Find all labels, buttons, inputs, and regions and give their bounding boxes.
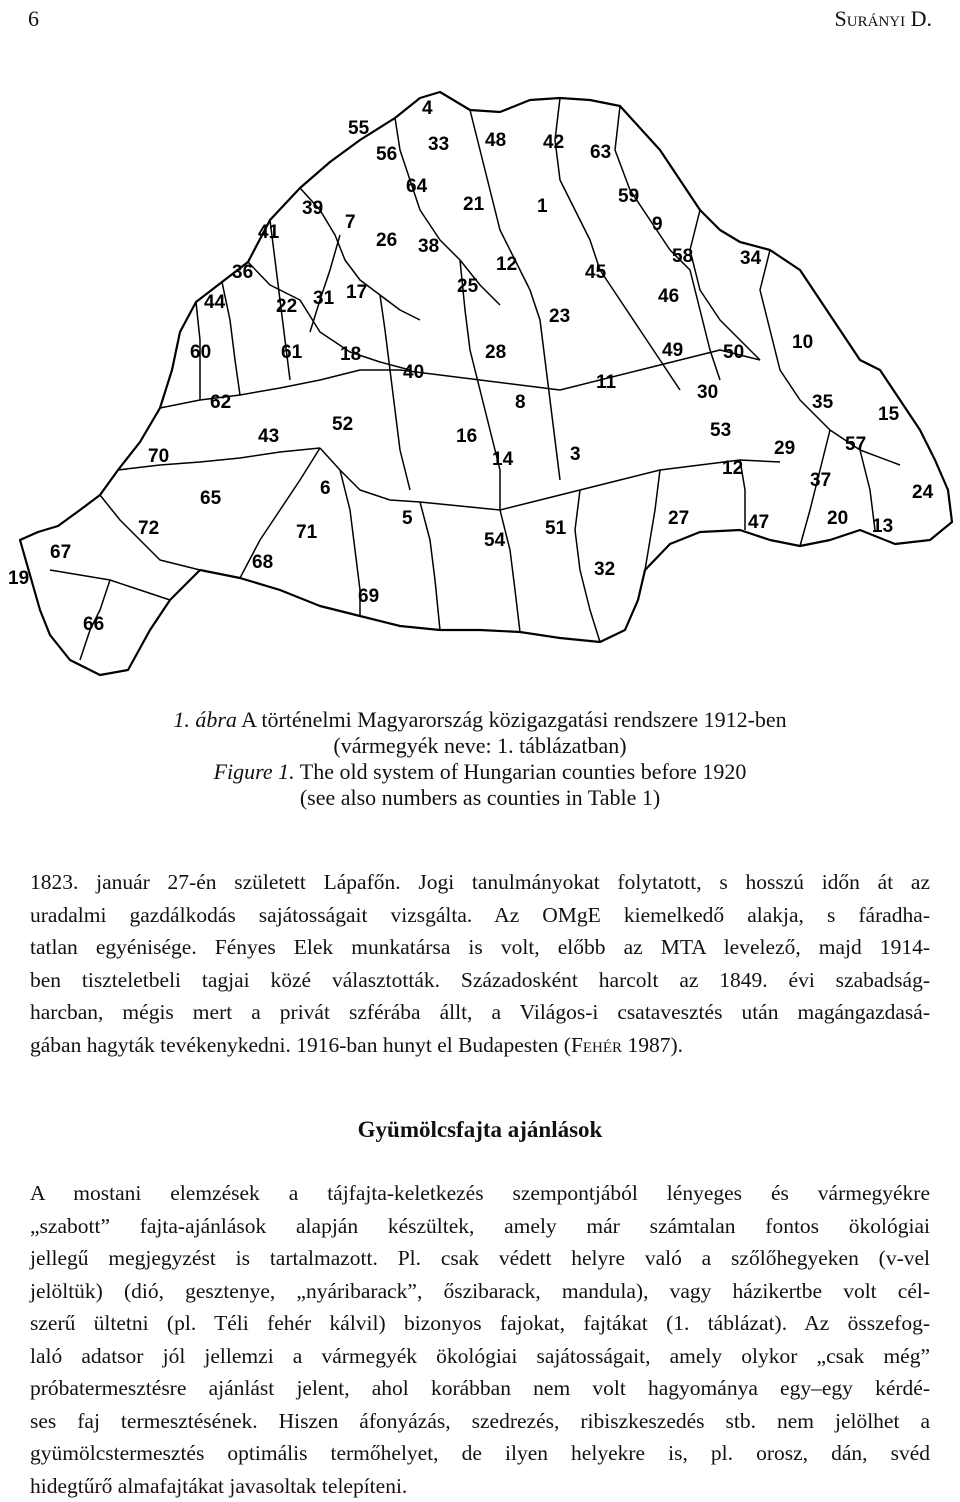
county-label: 26 (376, 230, 397, 251)
paragraph-recommendations (30, 1177, 930, 1502)
county-label: 50 (723, 342, 744, 363)
county-map-svg (0, 70, 960, 690)
county-label: 23 (549, 306, 570, 327)
county-label: 3 (570, 444, 581, 465)
county-label: 47 (748, 512, 769, 533)
county-label: 48 (485, 130, 506, 151)
county-label: 59 (618, 186, 639, 207)
county-label: 42 (543, 132, 564, 153)
county-label: 60 (190, 342, 211, 363)
text-line: szerű ültetni (pl. Téli fehér kálvil) bizonyos fajokat, fajtákat (1. táblázat). Az összefog- (30, 1307, 930, 1340)
text-line: próbatermesztésre ajánlást jelent, ahol korábban nem volt hagyománya egy–egy kérdé- (30, 1372, 930, 1405)
county-label: 7 (345, 212, 356, 233)
cited-author: Fehér (571, 1033, 622, 1057)
county-label: 54 (484, 530, 506, 551)
county-label: 1 (537, 196, 548, 217)
county-label: 14 (492, 449, 514, 470)
county-label: 68 (252, 552, 273, 573)
text-line: uradalmi gazdálkodás sajátosságait vizsgálta. Az OMgE kiemelkedő alakja, s fáradha- (30, 899, 930, 932)
county-label: 49 (662, 340, 683, 361)
county-label: 63 (590, 142, 611, 163)
running-head: Surányi D. (835, 6, 932, 32)
county-label: 16 (456, 426, 477, 447)
caption-en-line1 (0, 759, 960, 785)
county-label: 57 (845, 434, 866, 455)
county-label: 44 (204, 292, 226, 313)
caption-hu-text: A történelmi Magyarország közigazgatási rendszere 1912-ben (237, 707, 787, 732)
county-label: 62 (210, 392, 231, 413)
county-label: 65 (200, 488, 222, 509)
paragraph-biography (30, 866, 930, 1061)
county-label: 40 (403, 362, 424, 383)
county-label: 25 (457, 276, 479, 297)
county-label: 12 (496, 254, 517, 275)
county-label: 67 (50, 542, 71, 563)
caption-hu-line1 (0, 707, 960, 733)
county-label: 32 (594, 559, 615, 580)
county-label: 29 (774, 438, 795, 459)
county-label: 52 (332, 414, 353, 435)
county-label: 8 (515, 392, 526, 413)
county-label: 58 (672, 246, 693, 267)
county-label: 15 (878, 404, 900, 425)
text-line: „szabott” fajta-ajánlások alapján készültek, amely már számtalan fontos ökológiai (30, 1210, 930, 1243)
county-number-labels (8, 98, 934, 635)
county-label: 45 (585, 262, 607, 283)
county-label: 10 (792, 332, 813, 353)
page-number: 6 (28, 6, 39, 32)
county-label: 35 (812, 392, 834, 413)
text-line: jelöltük) (dió, gesztenye, „nyáribarack”, őszibarack, mandula), vagy házikertbe volt cél- (30, 1275, 930, 1308)
caption-en-prefix: Figure 1. (214, 759, 295, 784)
county-label: 28 (485, 342, 506, 363)
county-label: 4 (422, 98, 433, 119)
county-label: 22 (276, 296, 297, 317)
text-line: A mostani elemzések a tájfajta-keletkezés szempontjából lényeges és vármegyékre (30, 1177, 930, 1210)
county-label: 55 (348, 118, 370, 139)
county-map (0, 70, 960, 690)
county-label: 66 (83, 614, 104, 635)
county-label: 13 (872, 516, 893, 537)
text-line: ben tiszteletbeli tagjai közé választották. Századosként harcolt az 1849. évi szabadság- (30, 964, 930, 997)
county-label: 46 (658, 286, 679, 307)
county-label: 30 (697, 382, 718, 403)
caption-hu-line2: (vármegyék neve: 1. táblázatban) (0, 733, 960, 759)
county-label: 56 (376, 144, 397, 165)
caption-en-line2: (see also numbers as counties in Table 1) (0, 785, 960, 811)
text-fragment: 1987). (622, 1033, 683, 1057)
county-borders (50, 98, 900, 660)
county-label: 6 (320, 478, 331, 499)
county-label: 64 (406, 176, 428, 197)
county-label: 18 (340, 344, 361, 365)
county-label: 41 (258, 222, 280, 243)
county-label: 9 (652, 214, 663, 235)
county-label: 39 (302, 198, 323, 219)
county-label: 21 (463, 194, 485, 215)
county-label: 51 (545, 518, 567, 539)
county-label: 19 (8, 568, 29, 589)
county-label: 24 (912, 482, 934, 503)
section-heading: Gyümölcsfajta ajánlások (0, 1117, 960, 1143)
county-label: 43 (258, 426, 279, 447)
county-label: 36 (232, 262, 253, 283)
page-header (28, 6, 932, 36)
county-label: 11 (596, 372, 617, 393)
county-label: 12 (722, 458, 743, 479)
county-label: 17 (346, 282, 367, 303)
county-label: 69 (358, 586, 379, 607)
caption-hu-prefix: 1. ábra (173, 707, 237, 732)
text-line (30, 1029, 930, 1062)
county-label: 72 (138, 518, 159, 539)
county-label: 61 (281, 342, 303, 363)
county-label: 53 (710, 420, 731, 441)
text-line: jellegű megjegyzést is tartalmazott. Pl. csak védett helyre való a szőlőhegyeken (v-vel (30, 1242, 930, 1275)
county-label: 20 (827, 508, 848, 529)
county-label: 27 (668, 508, 689, 529)
county-label: 37 (810, 470, 831, 491)
county-label: 38 (418, 236, 439, 257)
county-label: 5 (402, 508, 413, 529)
text-line: ses faj termesztésének. Hiszen áfonyázás, szedrezés, ribiszkeszedés stb. nem jelölhet a (30, 1405, 930, 1438)
county-label: 70 (148, 446, 169, 467)
county-label: 34 (740, 248, 762, 269)
text-line: gyümölcstermesztés optimális termőhelyet, de ilyen helyekre is, pl. orosz, dán, svéd (30, 1437, 930, 1470)
county-label: 33 (428, 134, 449, 155)
text-line: tatlan egyénisége. Fényes Elek munkatársa is volt, előbb az MTA levelező, majd 1914- (30, 931, 930, 964)
text-line: harcban, mégis mert a privát szférába állt, a Világos-i csatavesztés után magángazdasá- (30, 996, 930, 1029)
text-line: laló adatsor jól jellemzi a vármegyék ökológiai sajátosságait, amely olykor „csak még” (30, 1340, 930, 1373)
text-fragment: gában hagyták tevékenykedni. 1916-ban hunyt el Budapesten ( (30, 1033, 571, 1057)
text-line: 1823. január 27-én született Lápafőn. Jogi tanulmányokat folytatott, s hosszú időn át az (30, 866, 930, 899)
county-label: 31 (313, 288, 335, 309)
figure-caption (0, 707, 960, 811)
caption-en-text: The old system of Hungarian counties before 1920 (295, 759, 747, 784)
county-label: 71 (296, 522, 318, 543)
map-outline (20, 92, 952, 675)
text-line: hidegtűrő almafajtákat javasoltak telepíteni. (30, 1470, 930, 1502)
